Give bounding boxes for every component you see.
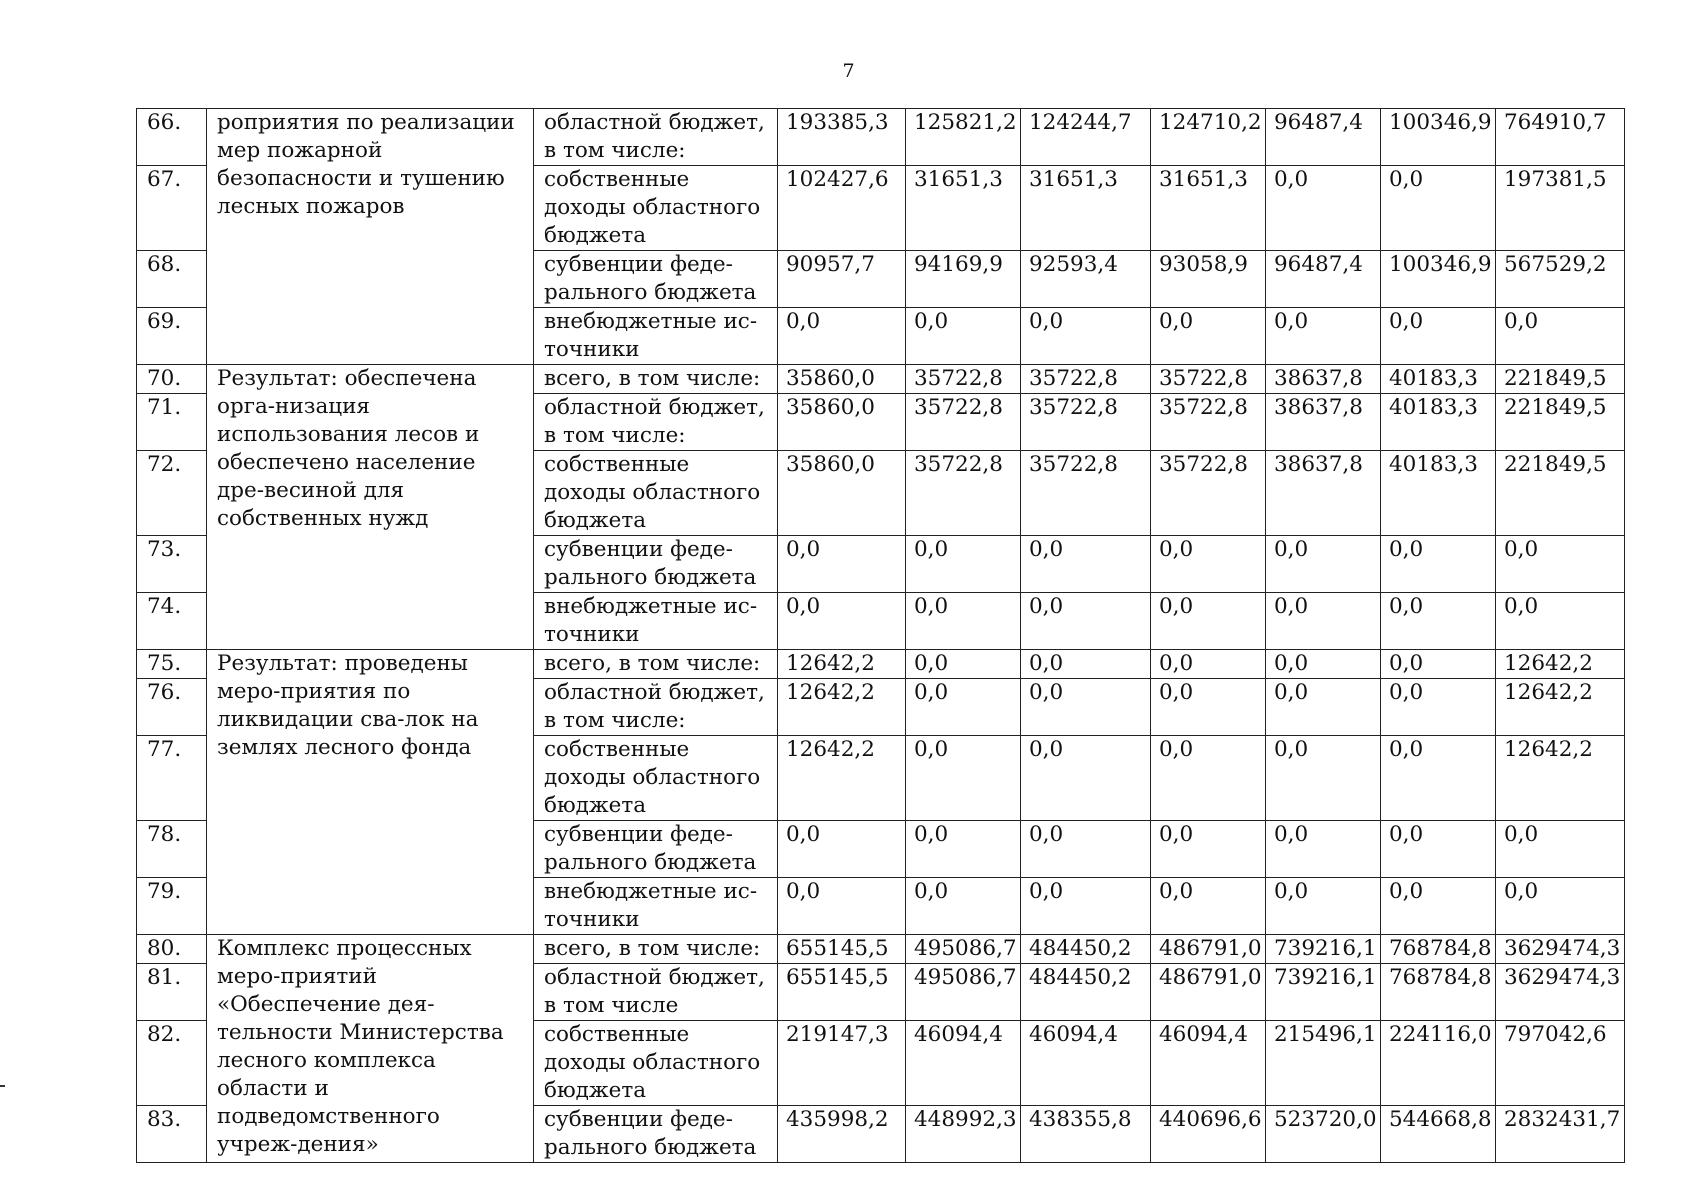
- year-value: 46094,4: [906, 1021, 1021, 1106]
- year-value: 35722,8: [1021, 451, 1151, 536]
- year-value: 0,0: [906, 821, 1021, 878]
- funding-source: субвенции феде-рального бюджета: [534, 536, 778, 593]
- year-value: 0,0: [906, 593, 1021, 650]
- year-value: 0,0: [1381, 821, 1496, 878]
- year-value: 215496,1: [1266, 1021, 1381, 1106]
- row-number: 83.: [137, 1106, 207, 1163]
- year-value: 0,0: [1151, 821, 1266, 878]
- year-value: 0,0: [1021, 736, 1151, 821]
- year-value: 0,0: [1021, 593, 1151, 650]
- year-value: 35722,8: [1151, 365, 1266, 394]
- year-value: 35860,0: [778, 365, 906, 394]
- year-value: 0,0: [1266, 679, 1381, 736]
- year-value: 12642,2: [778, 736, 906, 821]
- year-value: 0,0: [906, 536, 1021, 593]
- year-value: 93058,9: [1151, 251, 1266, 308]
- year-value: 38637,8: [1266, 394, 1381, 451]
- year-value: 0,0: [1266, 593, 1381, 650]
- year-value: 0,0: [1151, 736, 1266, 821]
- year-value: 35722,8: [906, 394, 1021, 451]
- funding-source: областной бюджет, в том числе:: [534, 109, 778, 166]
- year-value: 12642,2: [778, 679, 906, 736]
- year-value: 124710,2: [1151, 109, 1266, 166]
- year-value: 0,0: [1151, 650, 1266, 679]
- row-number: 73.: [137, 536, 207, 593]
- year-value: 0,0: [1381, 593, 1496, 650]
- year-value: 0,0: [1381, 679, 1496, 736]
- year-value: 224116,0: [1381, 1021, 1496, 1106]
- total-value: 221849,5: [1496, 365, 1625, 394]
- year-value: 31651,3: [1021, 166, 1151, 251]
- year-value: 0,0: [906, 308, 1021, 365]
- year-value: 438355,8: [1021, 1106, 1151, 1163]
- year-value: 219147,3: [778, 1021, 906, 1106]
- table-row: [137, 365, 1625, 394]
- year-value: 544668,8: [1381, 1106, 1496, 1163]
- year-value: 0,0: [778, 878, 906, 935]
- year-value: 484450,2: [1021, 964, 1151, 1021]
- total-value: 0,0: [1496, 878, 1625, 935]
- year-value: 0,0: [1151, 679, 1266, 736]
- funding-source: всего, в том числе:: [534, 650, 778, 679]
- total-value: 12642,2: [1496, 679, 1625, 736]
- year-value: 0,0: [1151, 878, 1266, 935]
- year-value: 35722,8: [906, 365, 1021, 394]
- year-value: 100346,9: [1381, 109, 1496, 166]
- total-value: 2832431,7: [1496, 1106, 1625, 1163]
- financing-table-wrapper: [136, 108, 1624, 1163]
- year-value: 40183,3: [1381, 394, 1496, 451]
- total-value: 797042,6: [1496, 1021, 1625, 1106]
- year-value: 193385,3: [778, 109, 906, 166]
- year-value: 40183,3: [1381, 451, 1496, 536]
- year-value: 768784,8: [1381, 964, 1496, 1021]
- row-number: 76.: [137, 679, 207, 736]
- row-number: 71.: [137, 394, 207, 451]
- year-value: 0,0: [778, 821, 906, 878]
- year-value: 0,0: [1381, 166, 1496, 251]
- year-value: 0,0: [1021, 650, 1151, 679]
- year-value: 739216,1: [1266, 964, 1381, 1021]
- year-value: 0,0: [906, 878, 1021, 935]
- table-row: [137, 109, 1625, 166]
- year-value: 0,0: [778, 593, 906, 650]
- year-value: 0,0: [778, 308, 906, 365]
- year-value: 655145,5: [778, 964, 906, 1021]
- year-value: 523720,0: [1266, 1106, 1381, 1163]
- year-value: 40183,3: [1381, 365, 1496, 394]
- funding-source: внебюджетные ис-точники: [534, 878, 778, 935]
- total-value: 12642,2: [1496, 736, 1625, 821]
- year-value: 90957,7: [778, 251, 906, 308]
- year-value: 38637,8: [1266, 451, 1381, 536]
- year-value: 124244,7: [1021, 109, 1151, 166]
- year-value: 35722,8: [906, 451, 1021, 536]
- total-value: 3629474,3: [1496, 964, 1625, 1021]
- funding-source: внебюджетные ис-точники: [534, 593, 778, 650]
- year-value: 0,0: [1266, 536, 1381, 593]
- year-value: 12642,2: [778, 650, 906, 679]
- row-number: 79.: [137, 878, 207, 935]
- year-value: 94169,9: [906, 251, 1021, 308]
- year-value: 435998,2: [778, 1106, 906, 1163]
- year-value: 0,0: [1266, 650, 1381, 679]
- year-value: 486791,0: [1151, 964, 1266, 1021]
- year-value: 0,0: [1021, 821, 1151, 878]
- year-value: 0,0: [1381, 536, 1496, 593]
- funding-source: собственные доходы областного бюджета: [534, 736, 778, 821]
- funding-source: всего, в том числе:: [534, 365, 778, 394]
- total-value: 197381,5: [1496, 166, 1625, 251]
- year-value: 35722,8: [1021, 365, 1151, 394]
- year-value: 35860,0: [778, 394, 906, 451]
- row-number: 72.: [137, 451, 207, 536]
- year-value: 0,0: [1151, 536, 1266, 593]
- total-value: 221849,5: [1496, 451, 1625, 536]
- year-value: 655145,5: [778, 935, 906, 964]
- funding-source: областной бюджет, в том числе:: [534, 394, 778, 451]
- activity-description: Результат: проведены меро-приятия по ликвидации сва-лок на землях лесного фонда: [207, 650, 534, 935]
- year-value: 0,0: [1021, 536, 1151, 593]
- year-value: 0,0: [1021, 679, 1151, 736]
- year-value: 0,0: [1151, 593, 1266, 650]
- year-value: 495086,7: [906, 935, 1021, 964]
- year-value: 0,0: [1266, 878, 1381, 935]
- year-value: 0,0: [1266, 166, 1381, 251]
- funding-source: субвенции феде-рального бюджета: [534, 1106, 778, 1163]
- year-value: 739216,1: [1266, 935, 1381, 964]
- funding-source: собственные доходы областного бюджета: [534, 451, 778, 536]
- year-value: 0,0: [1266, 308, 1381, 365]
- year-value: 495086,7: [906, 964, 1021, 1021]
- year-value: 484450,2: [1021, 935, 1151, 964]
- total-value: 764910,7: [1496, 109, 1625, 166]
- year-value: 0,0: [906, 736, 1021, 821]
- page-number: 7: [842, 60, 855, 82]
- total-value: 3629474,3: [1496, 935, 1625, 964]
- total-value: 221849,5: [1496, 394, 1625, 451]
- margin-mark: [0, 1085, 5, 1087]
- funding-source: субвенции феде-рального бюджета: [534, 821, 778, 878]
- year-value: 440696,6: [1151, 1106, 1266, 1163]
- row-number: 77.: [137, 736, 207, 821]
- row-number: 81.: [137, 964, 207, 1021]
- table-row: [137, 935, 1625, 964]
- funding-source: всего, в том числе:: [534, 935, 778, 964]
- year-value: 0,0: [1381, 736, 1496, 821]
- year-value: 0,0: [1266, 821, 1381, 878]
- year-value: 0,0: [1021, 308, 1151, 365]
- year-value: 96487,4: [1266, 251, 1381, 308]
- row-number: 74.: [137, 593, 207, 650]
- total-value: 567529,2: [1496, 251, 1625, 308]
- row-number: 70.: [137, 365, 207, 394]
- total-value: 0,0: [1496, 536, 1625, 593]
- total-value: 12642,2: [1496, 650, 1625, 679]
- year-value: 0,0: [778, 536, 906, 593]
- financing-table: [136, 108, 1625, 1163]
- year-value: 0,0: [1381, 650, 1496, 679]
- year-value: 448992,3: [906, 1106, 1021, 1163]
- year-value: 35722,8: [1151, 394, 1266, 451]
- row-number: 68.: [137, 251, 207, 308]
- year-value: 96487,4: [1266, 109, 1381, 166]
- activity-description: Результат: обеспечена орга-низация использования лесов и обеспечено население дре-весиной для собственных нужд: [207, 365, 534, 650]
- year-value: 46094,4: [1021, 1021, 1151, 1106]
- row-number: 82.: [137, 1021, 207, 1106]
- row-number: 66.: [137, 109, 207, 166]
- row-number: 75.: [137, 650, 207, 679]
- year-value: 38637,8: [1266, 365, 1381, 394]
- year-value: 0,0: [906, 650, 1021, 679]
- year-value: 0,0: [1381, 878, 1496, 935]
- funding-source: субвенции феде-рального бюджета: [534, 251, 778, 308]
- funding-source: областной бюджет, в том числе:: [534, 679, 778, 736]
- funding-source: собственные доходы областного бюджета: [534, 166, 778, 251]
- year-value: 92593,4: [1021, 251, 1151, 308]
- row-number: 67.: [137, 166, 207, 251]
- year-value: 0,0: [1021, 878, 1151, 935]
- year-value: 102427,6: [778, 166, 906, 251]
- year-value: 35722,8: [1021, 394, 1151, 451]
- year-value: 0,0: [1381, 308, 1496, 365]
- activity-description: роприятия по реализации мер пожарной безопасности и тушению лесных пожаров: [207, 109, 534, 365]
- year-value: 100346,9: [1381, 251, 1496, 308]
- funding-source: областной бюджет, в том числе: [534, 964, 778, 1021]
- year-value: 0,0: [906, 679, 1021, 736]
- row-number: 78.: [137, 821, 207, 878]
- funding-source: собственные доходы областного бюджета: [534, 1021, 778, 1106]
- row-number: 80.: [137, 935, 207, 964]
- year-value: 35860,0: [778, 451, 906, 536]
- table-row: [137, 650, 1625, 679]
- year-value: 486791,0: [1151, 935, 1266, 964]
- year-value: 768784,8: [1381, 935, 1496, 964]
- year-value: 0,0: [1151, 308, 1266, 365]
- year-value: 35722,8: [1151, 451, 1266, 536]
- row-number: 69.: [137, 308, 207, 365]
- year-value: 125821,2: [906, 109, 1021, 166]
- total-value: 0,0: [1496, 593, 1625, 650]
- year-value: 31651,3: [1151, 166, 1266, 251]
- year-value: 31651,3: [906, 166, 1021, 251]
- year-value: 46094,4: [1151, 1021, 1266, 1106]
- total-value: 0,0: [1496, 821, 1625, 878]
- total-value: 0,0: [1496, 308, 1625, 365]
- funding-source: внебюджетные ис-точники: [534, 308, 778, 365]
- table-body: [137, 109, 1625, 1163]
- year-value: 0,0: [1266, 736, 1381, 821]
- activity-description: Комплекс процессных меро-приятий «Обеспечение дея-тельности Министерства лесного комплекса области и подведомственного учреж-дения»: [207, 935, 534, 1163]
